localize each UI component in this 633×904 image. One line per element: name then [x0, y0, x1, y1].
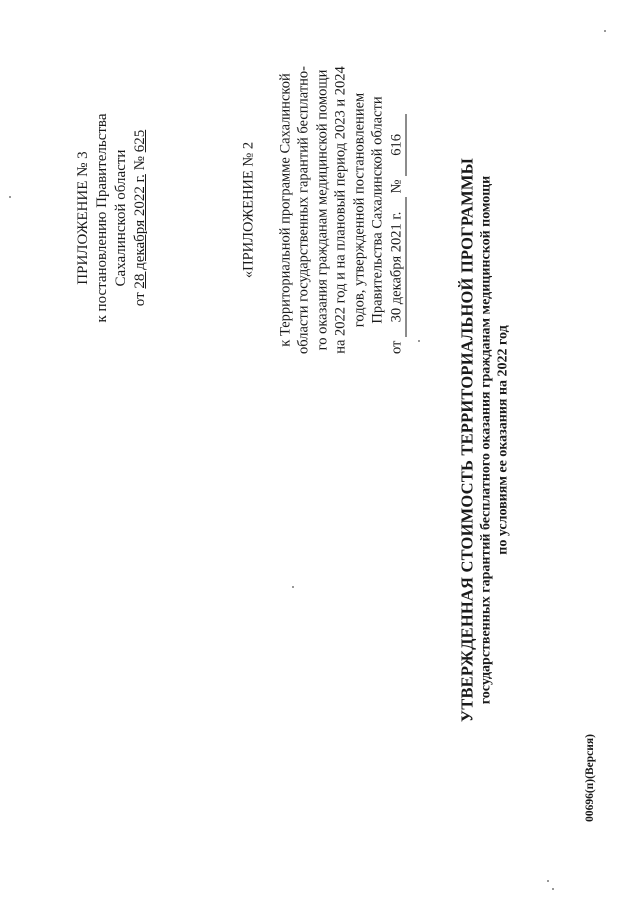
appendix-2-number-sign: №: [388, 179, 404, 194]
appendix-2-date: 30 декабря 2021 г.: [387, 197, 407, 337]
appendix-3-date: 28 декабря 2022 г.: [132, 174, 148, 289]
appendix-2-line: го оказания гражданам медицинской помощи: [314, 69, 330, 351]
appendix-2-date-line: [387, 66, 407, 354]
appendix-2-line: к Территориальной программе Сахалинской: [277, 73, 293, 347]
appendix-2-title: «ПРИЛОЖЕНИЕ № 2: [240, 141, 257, 279]
appendix-2-line: Правительства Сахалинской области: [369, 96, 386, 324]
scan-speck: [292, 586, 294, 588]
scan-speck: [547, 880, 549, 882]
scan-speck: [418, 340, 420, 342]
appendix-3-number: 625: [132, 129, 148, 153]
appendix-2-line: на 2022 год и на плановый период 2023 и 2024: [332, 66, 349, 354]
heading-sub-2: по условиям ее оказания на 2022 год: [495, 325, 511, 555]
appendix-3-title: ПРИЛОЖЕНИЕ № 3: [75, 151, 91, 285]
appendix-3-number-sign: №: [132, 152, 148, 175]
appendix-2-block: [240, 66, 407, 354]
scan-speck: [552, 888, 554, 890]
appendix-3-line-1: к постановлению Правительства: [94, 113, 110, 323]
appendix-2-line: области государственных гарантий бесплатно-: [295, 65, 312, 355]
scan-speck: [604, 30, 606, 32]
heading-main: УТВЕРЖДЕННАЯ СТОИМОСТЬ ТЕРРИТОРИАЛЬНОЙ ПРОГРАММЫ: [457, 157, 477, 723]
scan-speck: [9, 196, 11, 198]
appendix-3-block: [74, 114, 150, 323]
appendix-2-line: годов, утвержденной постановлением: [351, 92, 367, 328]
appendix-2-number: 616: [387, 114, 407, 176]
document-heading: [457, 158, 512, 722]
appendix-3-date-line: [131, 114, 150, 323]
appendix-2-date-prefix: от: [388, 340, 404, 355]
appendix-3-date-prefix: от: [132, 288, 148, 307]
heading-sub-1: государственных гарантий бесплатного оказания гражданам медицинской помощи: [478, 175, 494, 705]
appendix-3-line-2: Сахалинской области: [113, 149, 129, 287]
document-code: 00696(п)(Версия): [584, 734, 596, 822]
